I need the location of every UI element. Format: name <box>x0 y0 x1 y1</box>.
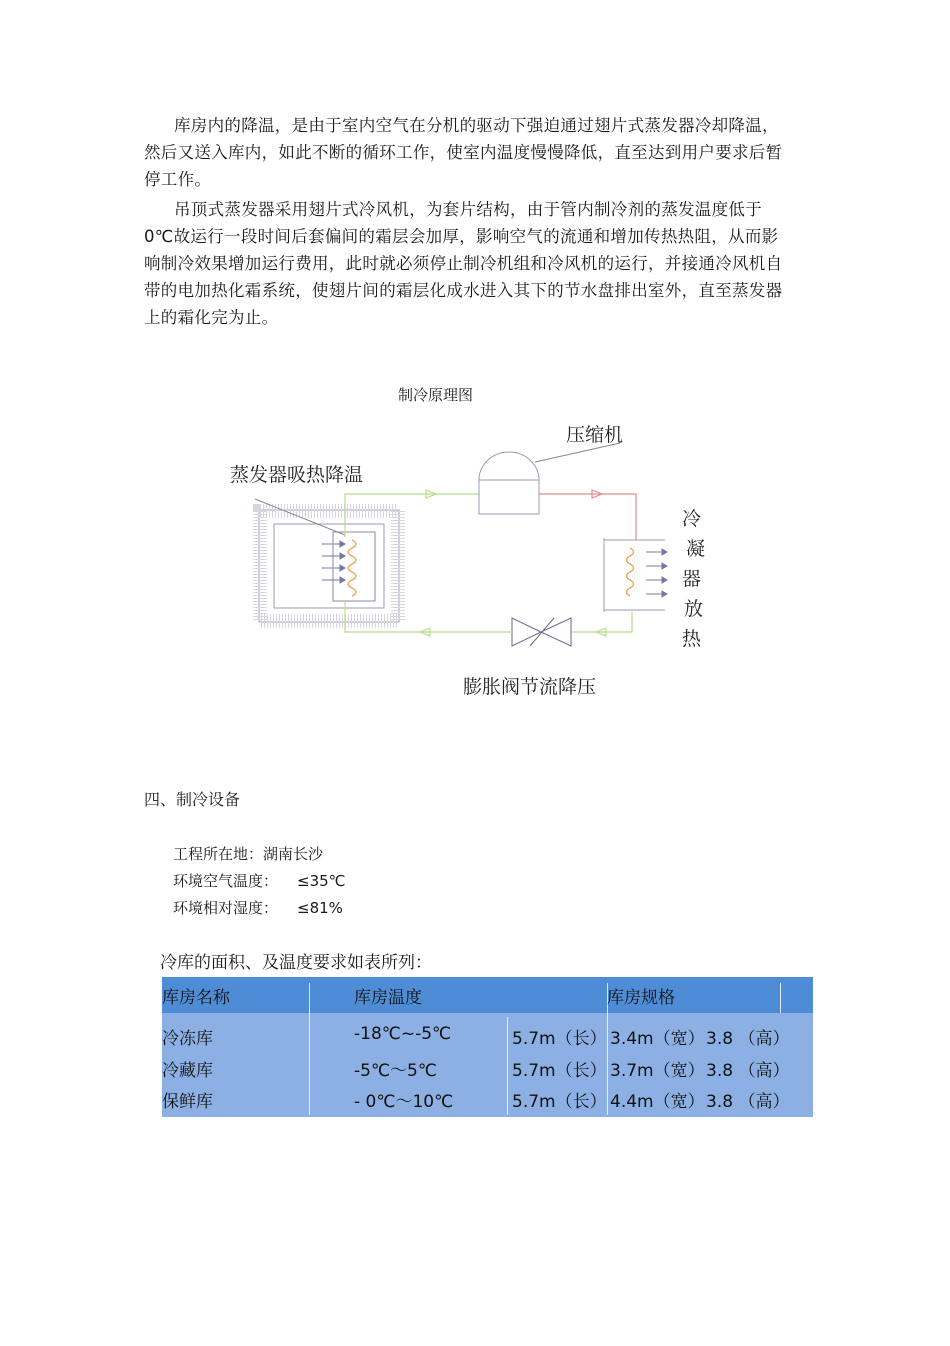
header-spec: 库房规格 <box>607 988 675 1008</box>
expansion-valve-label: 膨胀阀节流降压 <box>463 676 597 698</box>
site-info-value: 湖南长沙 <box>263 845 324 863</box>
cold-storage-table <box>162 977 813 1117</box>
evaporator-coil-box <box>333 532 375 601</box>
table-header-row <box>162 977 813 1013</box>
column-divider <box>780 983 781 1013</box>
site-info-humidity <box>173 897 343 918</box>
row-temp: - 0℃～10℃ <box>354 1092 454 1112</box>
column-divider <box>309 983 310 1115</box>
condenser-label-5: 热 <box>682 628 702 650</box>
condenser-heat-arrows <box>646 549 667 597</box>
row-length: 5.7m（长） <box>512 1061 607 1081</box>
evaporator-label: 蒸发器吸热降温 <box>230 464 364 486</box>
table-caption: 冷库的面积、及温度要求如表所列： <box>160 953 432 973</box>
site-info-label: 工程所在地： <box>173 845 264 863</box>
paragraph-cooling-process: 库房内的降温，是由于室内空气在分机的驱动下强迫通过翅片式蒸发器冷却降温，然后又送入库内，如此不断的循环工作，使室内温度慢慢降低，直至达到用户要求后暂停工作。 <box>144 116 783 189</box>
row-name: 冷冻库 <box>162 1029 213 1049</box>
compressor-dome <box>479 452 539 480</box>
compressor-body <box>479 480 539 514</box>
site-info-location <box>173 843 323 864</box>
liquid-line <box>571 612 632 632</box>
site-info-label: 环境空气温度： <box>173 872 279 890</box>
condenser-label-4: 放 <box>684 598 704 620</box>
condenser-label-2: 凝 <box>686 538 706 560</box>
row-height: 3.8 （高） <box>706 1029 790 1049</box>
row-length: 5.7m（长） <box>512 1029 607 1049</box>
row-temp: -18℃~-5℃ <box>354 1024 452 1044</box>
site-info-label: 环境相对湿度： <box>173 899 279 917</box>
compressor-label: 压缩机 <box>566 424 624 446</box>
row-temp: -5℃～5℃ <box>354 1061 437 1081</box>
row-height: 3.8 （高） <box>706 1061 790 1081</box>
column-divider <box>507 1017 508 1115</box>
expansion-valve-right <box>541 618 571 646</box>
discharge-line <box>539 494 636 540</box>
diagram-title: 制冷原理图 <box>398 386 474 404</box>
condenser-label-3: 器 <box>682 568 702 590</box>
site-info-value: ≤35℃ <box>297 872 346 890</box>
row-length: 5.7m（长） <box>512 1092 607 1112</box>
section-heading: 四、制冷设备 <box>144 790 241 809</box>
row-height: 3.8 （高） <box>706 1092 790 1112</box>
row-name: 保鲜库 <box>162 1092 213 1112</box>
site-info-value: ≤81% <box>297 899 343 917</box>
condenser-label-1: 冷 <box>682 508 702 530</box>
row-name: 冷藏库 <box>162 1061 213 1081</box>
paragraph-defrost-process: 吊顶式蒸发器采用翅片式冷风机，为套片结构，由于管内制冷剂的蒸发温度低于 0℃故运行一段时间后套偏间的霜层会加厚，影响空气的流通和增加传热热阻，从而影响制冷效果增加运行费用，此时就必须停止制冷机组和冷风机的运行，并接通冷风机自带的电加热化霜系统，使翅片间的霜层化成水进入其下的节水盘排出室外，直至蒸发器上的霜化完为止。 <box>144 200 783 327</box>
header-name: 库房名称 <box>162 988 230 1008</box>
row-width: 4.4m（宽） <box>610 1092 705 1112</box>
header-temp: 库房温度 <box>354 988 422 1008</box>
expansion-valve-left <box>512 618 541 646</box>
condenser-coil <box>627 548 634 596</box>
site-info-air-temp <box>173 870 346 891</box>
row-width: 3.7m（宽） <box>610 1061 705 1081</box>
row-width: 3.4m（宽） <box>610 1029 705 1049</box>
